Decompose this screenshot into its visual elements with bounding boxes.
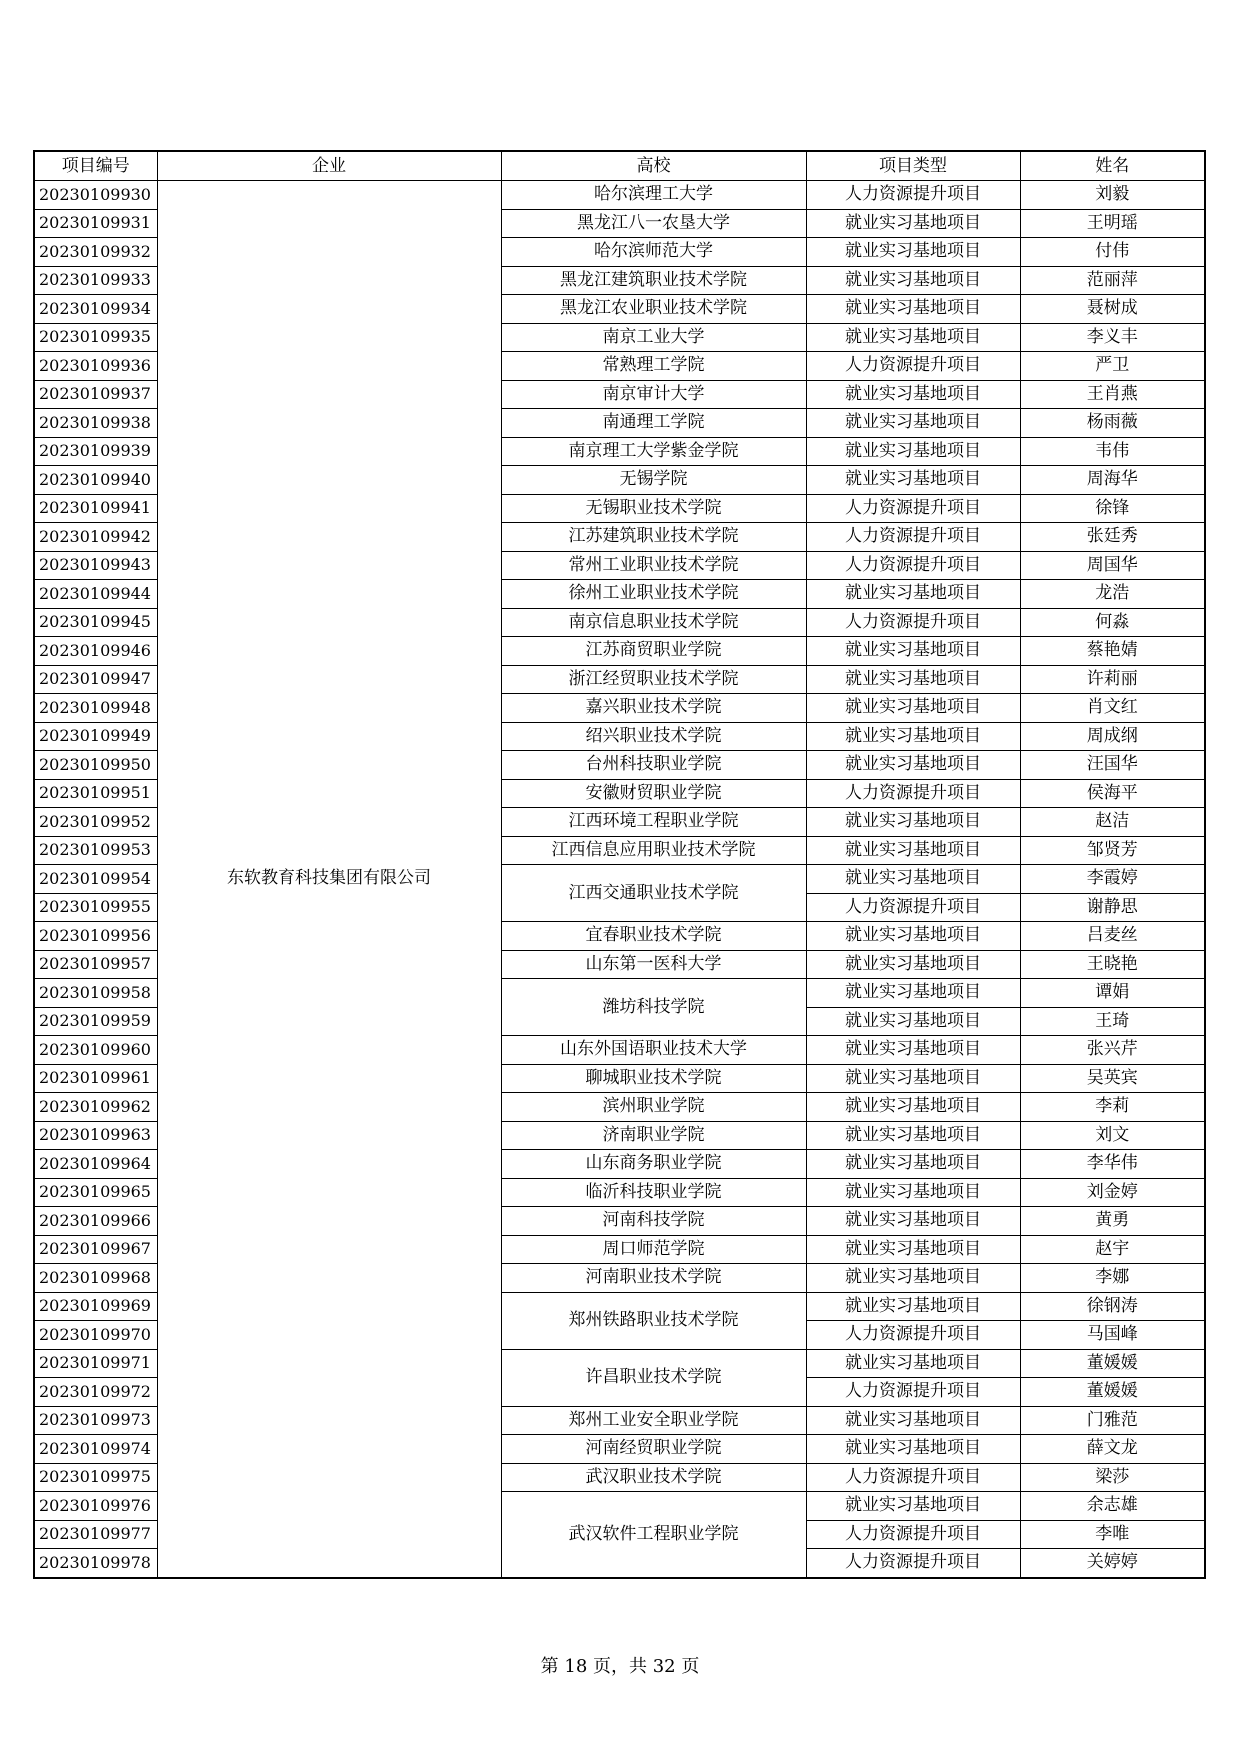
person-name-cell: 蔡艳婧 bbox=[1020, 637, 1205, 666]
project-type-cell: 就业实习基地项目 bbox=[806, 1007, 1020, 1036]
project-id-cell: 20230109963 bbox=[34, 1121, 157, 1150]
person-name-cell: 许莉丽 bbox=[1020, 665, 1205, 694]
person-name-cell: 汪国华 bbox=[1020, 751, 1205, 780]
project-id-cell: 20230109962 bbox=[34, 1093, 157, 1122]
school-cell: 潍坊科技学院 bbox=[501, 979, 806, 1036]
person-name-cell: 吕麦丝 bbox=[1020, 922, 1205, 951]
project-id-cell: 20230109944 bbox=[34, 580, 157, 609]
school-cell: 宜春职业技术学院 bbox=[501, 922, 806, 951]
person-name-cell: 梁莎 bbox=[1020, 1463, 1205, 1492]
project-id-cell: 20230109965 bbox=[34, 1178, 157, 1207]
project-type-cell: 就业实习基地项目 bbox=[806, 1264, 1020, 1293]
project-type-cell: 就业实习基地项目 bbox=[806, 580, 1020, 609]
school-cell: 黑龙江建筑职业技术学院 bbox=[501, 266, 806, 295]
project-id-cell: 20230109957 bbox=[34, 950, 157, 979]
project-id-cell: 20230109945 bbox=[34, 608, 157, 637]
project-id-cell: 20230109932 bbox=[34, 238, 157, 267]
project-id-cell: 20230109967 bbox=[34, 1235, 157, 1264]
project-type-cell: 就业实习基地项目 bbox=[806, 1492, 1020, 1521]
project-id-cell: 20230109956 bbox=[34, 922, 157, 951]
person-name-cell: 李唯 bbox=[1020, 1520, 1205, 1549]
project-type-cell: 人力资源提升项目 bbox=[806, 1520, 1020, 1549]
person-name-cell: 董媛媛 bbox=[1020, 1378, 1205, 1407]
project-type-cell: 就业实习基地项目 bbox=[806, 751, 1020, 780]
school-cell: 江苏商贸职业学院 bbox=[501, 637, 806, 666]
person-name-cell: 韦伟 bbox=[1020, 437, 1205, 466]
school-cell: 常州工业职业技术学院 bbox=[501, 551, 806, 580]
project-id-cell: 20230109970 bbox=[34, 1321, 157, 1350]
project-id-cell: 20230109955 bbox=[34, 893, 157, 922]
school-cell: 滨州职业学院 bbox=[501, 1093, 806, 1122]
project-type-cell: 就业实习基地项目 bbox=[806, 637, 1020, 666]
project-type-cell: 就业实习基地项目 bbox=[806, 950, 1020, 979]
project-id-cell: 20230109959 bbox=[34, 1007, 157, 1036]
project-id-cell: 20230109953 bbox=[34, 836, 157, 865]
project-id-cell: 20230109960 bbox=[34, 1036, 157, 1065]
project-id-cell: 20230109966 bbox=[34, 1207, 157, 1236]
person-name-cell: 谢静思 bbox=[1020, 893, 1205, 922]
project-id-cell: 20230109940 bbox=[34, 466, 157, 495]
person-name-cell: 李义丰 bbox=[1020, 323, 1205, 352]
project-id-cell: 20230109972 bbox=[34, 1378, 157, 1407]
person-name-cell: 周海华 bbox=[1020, 466, 1205, 495]
project-id-cell: 20230109977 bbox=[34, 1520, 157, 1549]
project-id-cell: 20230109934 bbox=[34, 295, 157, 324]
person-name-cell: 赵洁 bbox=[1020, 808, 1205, 837]
project-type-cell: 人力资源提升项目 bbox=[806, 494, 1020, 523]
school-cell: 聊城职业技术学院 bbox=[501, 1064, 806, 1093]
project-type-cell: 人力资源提升项目 bbox=[806, 608, 1020, 637]
person-name-cell: 余志雄 bbox=[1020, 1492, 1205, 1521]
project-type-cell: 人力资源提升项目 bbox=[806, 551, 1020, 580]
school-cell: 黑龙江农业职业技术学院 bbox=[501, 295, 806, 324]
project-id-cell: 20230109943 bbox=[34, 551, 157, 580]
school-cell: 台州科技职业学院 bbox=[501, 751, 806, 780]
person-name-cell: 李娜 bbox=[1020, 1264, 1205, 1293]
person-name-cell: 门雅范 bbox=[1020, 1406, 1205, 1435]
project-type-cell: 就业实习基地项目 bbox=[806, 380, 1020, 409]
project-id-cell: 20230109973 bbox=[34, 1406, 157, 1435]
person-name-cell: 赵宇 bbox=[1020, 1235, 1205, 1264]
project-type-cell: 就业实习基地项目 bbox=[806, 409, 1020, 438]
school-cell: 南通理工学院 bbox=[501, 409, 806, 438]
project-type-cell: 人力资源提升项目 bbox=[806, 1549, 1020, 1578]
school-cell: 南京信息职业技术学院 bbox=[501, 608, 806, 637]
person-name-cell: 吴英宾 bbox=[1020, 1064, 1205, 1093]
header-school: 高校 bbox=[501, 151, 806, 181]
header-enterprise: 企业 bbox=[157, 151, 501, 181]
school-cell: 安徽财贸职业学院 bbox=[501, 779, 806, 808]
school-cell: 嘉兴职业技术学院 bbox=[501, 694, 806, 723]
project-id-cell: 20230109941 bbox=[34, 494, 157, 523]
person-name-cell: 肖文红 bbox=[1020, 694, 1205, 723]
project-type-cell: 就业实习基地项目 bbox=[806, 1292, 1020, 1321]
school-cell: 许昌职业技术学院 bbox=[501, 1349, 806, 1406]
person-name-cell: 刘文 bbox=[1020, 1121, 1205, 1150]
project-id-cell: 20230109946 bbox=[34, 637, 157, 666]
header-project-id: 项目编号 bbox=[34, 151, 157, 181]
project-id-cell: 20230109971 bbox=[34, 1349, 157, 1378]
person-name-cell: 付伟 bbox=[1020, 238, 1205, 267]
project-type-cell: 就业实习基地项目 bbox=[806, 694, 1020, 723]
project-id-cell: 20230109942 bbox=[34, 523, 157, 552]
project-type-cell: 就业实习基地项目 bbox=[806, 209, 1020, 238]
project-type-cell: 就业实习基地项目 bbox=[806, 1064, 1020, 1093]
school-cell: 南京理工大学紫金学院 bbox=[501, 437, 806, 466]
header-name: 姓名 bbox=[1020, 151, 1205, 181]
school-cell: 临沂科技职业学院 bbox=[501, 1178, 806, 1207]
person-name-cell: 李华伟 bbox=[1020, 1150, 1205, 1179]
project-type-cell: 人力资源提升项目 bbox=[806, 779, 1020, 808]
school-cell: 河南职业技术学院 bbox=[501, 1264, 806, 1293]
person-name-cell: 王琦 bbox=[1020, 1007, 1205, 1036]
project-id-cell: 20230109931 bbox=[34, 209, 157, 238]
school-cell: 江西交通职业技术学院 bbox=[501, 865, 806, 922]
person-name-cell: 王肖燕 bbox=[1020, 380, 1205, 409]
project-id-cell: 20230109961 bbox=[34, 1064, 157, 1093]
school-cell: 河南科技学院 bbox=[501, 1207, 806, 1236]
school-cell: 南京工业大学 bbox=[501, 323, 806, 352]
header-project-type: 项目类型 bbox=[806, 151, 1020, 181]
school-cell: 徐州工业职业技术学院 bbox=[501, 580, 806, 609]
person-name-cell: 王晓艳 bbox=[1020, 950, 1205, 979]
person-name-cell: 聂树成 bbox=[1020, 295, 1205, 324]
project-type-cell: 就业实习基地项目 bbox=[806, 1406, 1020, 1435]
person-name-cell: 董媛媛 bbox=[1020, 1349, 1205, 1378]
project-id-cell: 20230109950 bbox=[34, 751, 157, 780]
project-id-cell: 20230109938 bbox=[34, 409, 157, 438]
project-id-cell: 20230109930 bbox=[34, 181, 157, 210]
person-name-cell: 徐钢涛 bbox=[1020, 1292, 1205, 1321]
person-name-cell: 马国峰 bbox=[1020, 1321, 1205, 1350]
school-cell: 哈尔滨师范大学 bbox=[501, 238, 806, 267]
project-type-cell: 就业实习基地项目 bbox=[806, 1178, 1020, 1207]
person-name-cell: 侯海平 bbox=[1020, 779, 1205, 808]
person-name-cell: 张兴芹 bbox=[1020, 1036, 1205, 1065]
project-id-cell: 20230109964 bbox=[34, 1150, 157, 1179]
project-type-cell: 就业实习基地项目 bbox=[806, 922, 1020, 951]
project-id-cell: 20230109936 bbox=[34, 352, 157, 381]
project-type-cell: 就业实习基地项目 bbox=[806, 836, 1020, 865]
project-id-cell: 20230109947 bbox=[34, 665, 157, 694]
project-type-cell: 人力资源提升项目 bbox=[806, 1321, 1020, 1350]
school-cell: 山东商务职业学院 bbox=[501, 1150, 806, 1179]
table-row bbox=[34, 181, 1205, 210]
person-name-cell: 邹贤芳 bbox=[1020, 836, 1205, 865]
project-type-cell: 就业实习基地项目 bbox=[806, 466, 1020, 495]
project-id-cell: 20230109968 bbox=[34, 1264, 157, 1293]
person-name-cell: 严卫 bbox=[1020, 352, 1205, 381]
project-type-cell: 就业实习基地项目 bbox=[806, 323, 1020, 352]
project-id-cell: 20230109974 bbox=[34, 1435, 157, 1464]
project-type-cell: 就业实习基地项目 bbox=[806, 1036, 1020, 1065]
project-type-cell: 就业实习基地项目 bbox=[806, 808, 1020, 837]
person-name-cell: 徐锋 bbox=[1020, 494, 1205, 523]
school-cell: 浙江经贸职业技术学院 bbox=[501, 665, 806, 694]
project-type-cell: 人力资源提升项目 bbox=[806, 893, 1020, 922]
enterprise-cell: 东软教育科技集团有限公司 bbox=[157, 181, 501, 1578]
person-name-cell: 谭娟 bbox=[1020, 979, 1205, 1008]
project-type-cell: 人力资源提升项目 bbox=[806, 1378, 1020, 1407]
table-header-row bbox=[34, 151, 1205, 181]
project-type-cell: 就业实习基地项目 bbox=[806, 1207, 1020, 1236]
project-type-cell: 就业实习基地项目 bbox=[806, 665, 1020, 694]
school-cell: 常熟理工学院 bbox=[501, 352, 806, 381]
project-type-cell: 就业实习基地项目 bbox=[806, 1235, 1020, 1264]
project-type-cell: 就业实习基地项目 bbox=[806, 1093, 1020, 1122]
project-id-cell: 20230109948 bbox=[34, 694, 157, 723]
project-id-cell: 20230109969 bbox=[34, 1292, 157, 1321]
person-name-cell: 周国华 bbox=[1020, 551, 1205, 580]
school-cell: 无锡学院 bbox=[501, 466, 806, 495]
project-id-cell: 20230109975 bbox=[34, 1463, 157, 1492]
project-type-cell: 人力资源提升项目 bbox=[806, 523, 1020, 552]
project-id-cell: 20230109935 bbox=[34, 323, 157, 352]
school-cell: 济南职业学院 bbox=[501, 1121, 806, 1150]
project-id-cell: 20230109933 bbox=[34, 266, 157, 295]
person-name-cell: 周成纲 bbox=[1020, 722, 1205, 751]
person-name-cell: 关婷婷 bbox=[1020, 1549, 1205, 1578]
project-type-cell: 就业实习基地项目 bbox=[806, 722, 1020, 751]
person-name-cell: 黄勇 bbox=[1020, 1207, 1205, 1236]
project-id-cell: 20230109951 bbox=[34, 779, 157, 808]
person-name-cell: 薛文龙 bbox=[1020, 1435, 1205, 1464]
project-id-cell: 20230109939 bbox=[34, 437, 157, 466]
school-cell: 南京审计大学 bbox=[501, 380, 806, 409]
person-name-cell: 李霞婷 bbox=[1020, 865, 1205, 894]
project-id-cell: 20230109954 bbox=[34, 865, 157, 894]
school-cell: 山东外国语职业技术大学 bbox=[501, 1036, 806, 1065]
person-name-cell: 王明瑶 bbox=[1020, 209, 1205, 238]
person-name-cell: 范丽萍 bbox=[1020, 266, 1205, 295]
school-cell: 山东第一医科大学 bbox=[501, 950, 806, 979]
project-type-cell: 就业实习基地项目 bbox=[806, 437, 1020, 466]
project-type-cell: 人力资源提升项目 bbox=[806, 181, 1020, 210]
school-cell: 郑州工业安全职业学院 bbox=[501, 1406, 806, 1435]
school-cell: 哈尔滨理工大学 bbox=[501, 181, 806, 210]
school-cell: 周口师范学院 bbox=[501, 1235, 806, 1264]
project-type-cell: 就业实习基地项目 bbox=[806, 266, 1020, 295]
project-id-cell: 20230109937 bbox=[34, 380, 157, 409]
school-cell: 武汉职业技术学院 bbox=[501, 1463, 806, 1492]
school-cell: 无锡职业技术学院 bbox=[501, 494, 806, 523]
project-id-cell: 20230109952 bbox=[34, 808, 157, 837]
project-type-cell: 就业实习基地项目 bbox=[806, 1121, 1020, 1150]
school-cell: 黑龙江八一农垦大学 bbox=[501, 209, 806, 238]
project-id-cell: 20230109949 bbox=[34, 722, 157, 751]
project-type-cell: 就业实习基地项目 bbox=[806, 295, 1020, 324]
school-cell: 武汉软件工程职业学院 bbox=[501, 1492, 806, 1578]
school-cell: 江西环境工程职业学院 bbox=[501, 808, 806, 837]
project-type-cell: 就业实习基地项目 bbox=[806, 238, 1020, 267]
person-name-cell: 何淼 bbox=[1020, 608, 1205, 637]
person-name-cell: 刘金婷 bbox=[1020, 1178, 1205, 1207]
school-cell: 河南经贸职业学院 bbox=[501, 1435, 806, 1464]
project-id-cell: 20230109958 bbox=[34, 979, 157, 1008]
school-cell: 绍兴职业技术学院 bbox=[501, 722, 806, 751]
page-footer: 第 18 页，共 32 页 bbox=[540, 1656, 700, 1677]
person-name-cell: 龙浩 bbox=[1020, 580, 1205, 609]
project-table bbox=[33, 150, 1206, 1579]
project-type-cell: 人力资源提升项目 bbox=[806, 352, 1020, 381]
school-cell: 江西信息应用职业技术学院 bbox=[501, 836, 806, 865]
person-name-cell: 李莉 bbox=[1020, 1093, 1205, 1122]
project-type-cell: 就业实习基地项目 bbox=[806, 1435, 1020, 1464]
school-cell: 江苏建筑职业技术学院 bbox=[501, 523, 806, 552]
project-id-cell: 20230109978 bbox=[34, 1549, 157, 1578]
project-type-cell: 就业实习基地项目 bbox=[806, 1150, 1020, 1179]
school-cell: 郑州铁路职业技术学院 bbox=[501, 1292, 806, 1349]
project-type-cell: 就业实习基地项目 bbox=[806, 1349, 1020, 1378]
project-id-cell: 20230109976 bbox=[34, 1492, 157, 1521]
person-name-cell: 杨雨薇 bbox=[1020, 409, 1205, 438]
project-type-cell: 人力资源提升项目 bbox=[806, 1463, 1020, 1492]
project-type-cell: 就业实习基地项目 bbox=[806, 979, 1020, 1008]
project-type-cell: 就业实习基地项目 bbox=[806, 865, 1020, 894]
person-name-cell: 张廷秀 bbox=[1020, 523, 1205, 552]
person-name-cell: 刘毅 bbox=[1020, 181, 1205, 210]
